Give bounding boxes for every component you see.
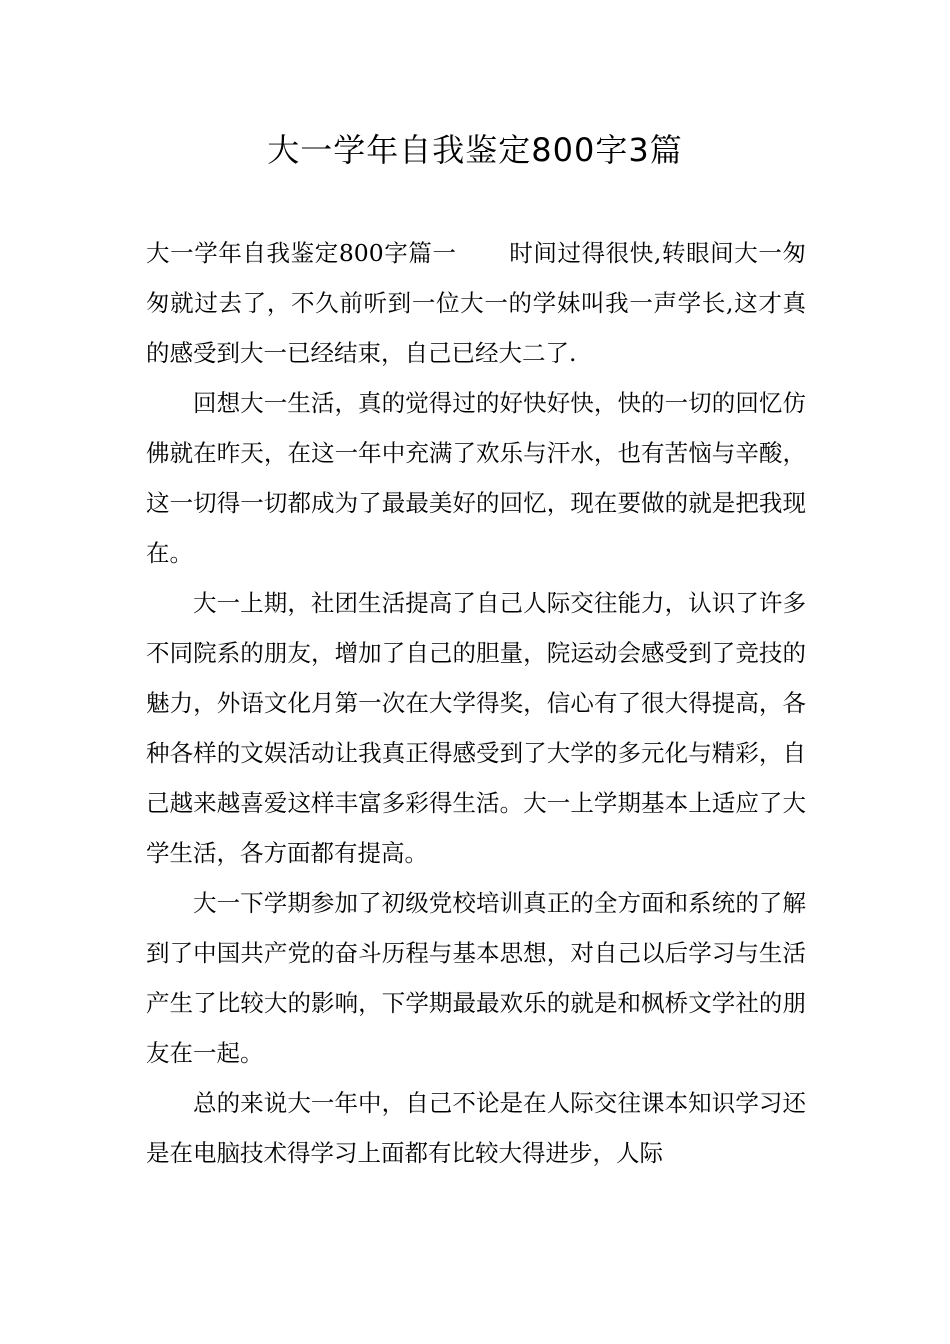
paragraph-intro xyxy=(146,228,806,378)
paragraph: 大一上期，社团生活提高了自己人际交往能力，认识了许多不同院系的朋友，增加了自己的胆量，院运动会感受到了竞技的魅力，外语文化月第一次在大学得奖，信心有了很大得提高，各种各样的文娱活动让我真正得感受到了大学的多元化与精彩，自己越来越喜爱这样丰富多彩得生活。大一上学期基本上适应了大学生活，各方面都有提高。 xyxy=(146,589,806,867)
document-body xyxy=(146,228,806,1178)
paragraph: 总的来说大一年中，自己不论是在人际交往课本知识学习还是在电脑技术得学习上面都有比较大得进步，人际 xyxy=(146,1089,806,1167)
section-heading: 大一学年自我鉴定800字篇一 xyxy=(146,239,457,267)
paragraph: 回想大一生活，真的觉得过的好快好快，快的一切的回忆仿佛就在昨天，在这一年中充满了欢乐与汗水，也有苦恼与辛酸，这一切得一切都成为了最最美好的回忆，现在要做的就是把我现在。 xyxy=(146,389,806,567)
paragraph: 大一下学期参加了初级党校培训真正的全方面和系统的了解到了中国共产党的奋斗历程与基本思想，对自己以后学习与生活产生了比较大的影响，下学期最最欢乐的就是和枫桥文学社的朋友在一起。 xyxy=(146,889,806,1067)
page-title: 大一学年自我鉴定800字3篇 xyxy=(267,131,683,169)
paragraph-text: 时间过得很快,转眼间大一匆匆就过去了，不久前听到一位大一的学妹叫我一声学长,这才真的感受到大一已经结束，自己已经大二了. xyxy=(146,239,806,367)
